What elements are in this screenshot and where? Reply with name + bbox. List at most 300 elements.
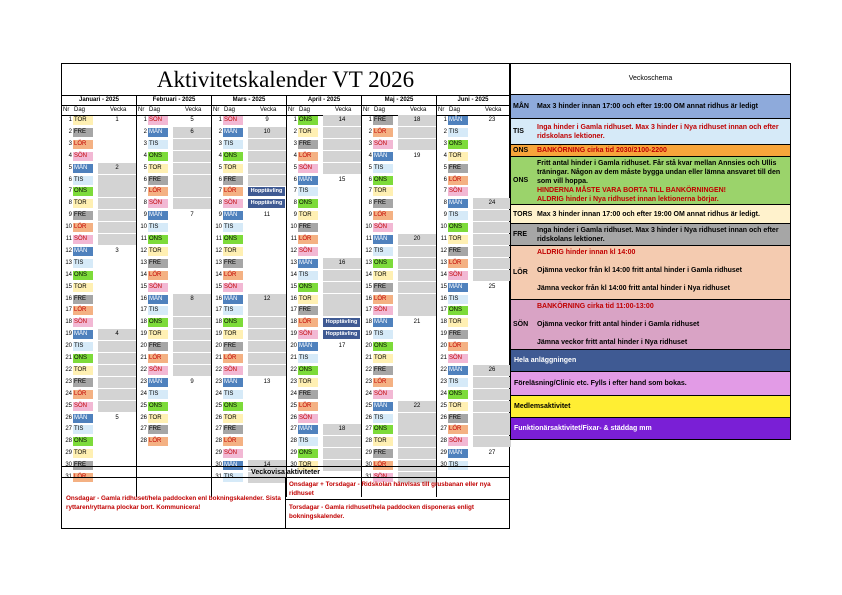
week-number [473,139,511,150]
week-number [173,305,211,316]
week-number [98,401,136,412]
day-row [212,424,286,435]
week-number [248,258,286,269]
day-row [137,186,211,197]
week-number [323,151,361,162]
day-number: 21 [365,355,372,361]
day-number: 28 [365,438,372,445]
day-name: SÖN [148,199,168,208]
day-name: TOR [223,330,243,339]
day-number: 10 [290,224,297,231]
day-number: 11 [365,236,372,242]
week-schedule-panel [510,63,791,465]
day-number: 21 [65,355,72,361]
day-number: 4 [218,152,222,159]
day-row [137,115,211,126]
week-number [248,175,286,186]
day-row [437,305,511,316]
day-row [212,270,286,281]
day-number: 14 [65,271,72,278]
week-number [398,210,436,221]
day-number: 27 [140,426,147,433]
week-number [173,222,211,233]
day-row [62,186,136,197]
day-name: LÖR [298,152,318,161]
day-number: 19 [140,331,147,338]
day-number: 13 [215,259,222,266]
day-number: 16 [365,295,372,302]
week-number [248,270,286,281]
week-number [323,127,361,138]
day-name: ONS [298,283,318,292]
day-name: TIS [223,140,243,149]
day-row [62,448,136,459]
day-number: 7 [293,188,297,195]
day-name: ONS [73,354,93,363]
day-number: 27 [440,426,447,433]
week-number [98,210,136,221]
day-number: 15 [140,283,147,290]
week-number [323,139,361,150]
header-dag: Dag [74,107,86,113]
header-nr: Nr [363,107,370,113]
day-number: 18 [365,319,372,326]
day-row [362,186,436,197]
day-name: LÖR [448,176,468,185]
day-row [437,270,511,281]
day-row [287,151,361,162]
week-number [98,270,136,281]
day-number: 26 [65,414,72,421]
day-number: 23 [65,378,72,385]
day-name: SÖN [373,306,393,315]
day-number: 12 [365,247,372,254]
week-number: 13 [263,378,271,385]
week-number [173,341,211,352]
day-number: 11 [65,236,72,242]
week-number [323,246,361,257]
week-number [473,186,511,197]
week-number [173,413,211,424]
day-row [212,246,286,257]
day-number: 9 [143,212,147,219]
schedule-text [535,246,790,299]
day-name: SÖN [373,223,393,232]
week-number [473,222,511,233]
schedule-text [535,205,790,223]
day-name: LÖR [373,378,393,387]
day-row [362,413,436,424]
day-number: 6 [293,176,297,183]
day-row [287,258,361,269]
day-name: SÖN [298,247,318,256]
week-number: 14 [323,115,361,126]
schedule-row [510,205,791,224]
day-number: 7 [143,188,147,195]
day-name: SÖN [448,437,468,446]
day-name: MÅN [148,378,168,387]
day-row [437,436,511,447]
day-number: 16 [440,295,447,302]
day-name: SÖN [223,199,243,208]
day-name: TIS [223,390,243,399]
day-number: 8 [143,200,147,207]
day-number: 1 [218,117,222,123]
day-row [212,401,286,412]
day-name: TOR [448,235,468,244]
day-row [137,377,211,388]
day-row [212,294,286,305]
day-row [437,448,511,459]
day-name: LÖR [298,235,318,244]
header-nr: Nr [438,107,445,113]
week-number: 9 [265,117,269,123]
day-row [362,115,436,126]
day-name: FRE [148,259,168,268]
day-name: SÖN [373,473,393,482]
week-number [398,448,436,459]
day-number: 7 [443,188,447,195]
day-name: MÅN [73,164,93,173]
schedule-day-label: ONS [513,177,529,184]
day-name: TIS [298,437,318,446]
day-row [137,163,211,174]
day-name: SÖN [223,116,243,125]
day-row [362,389,436,400]
schedule-day-label: ONS [513,147,529,154]
day-row [287,329,361,340]
day-name: ONS [223,235,243,244]
day-number: 30 [290,462,297,469]
day-name: TOR [148,247,168,256]
day-name: SÖN [148,283,168,292]
day-name: LÖR [448,342,468,351]
day-row [287,270,361,281]
day-number: 29 [290,450,297,457]
day-number: 1 [68,117,72,123]
week-number [398,258,436,269]
day-row [62,401,136,412]
day-row [212,448,286,459]
day-row [437,329,511,340]
day-row [362,234,436,245]
day-number: 25 [365,402,372,409]
day-row [212,317,286,328]
day-row [212,186,286,197]
week-number [98,186,136,197]
day-row [212,377,286,388]
day-row [62,175,136,186]
legend-row [510,372,791,396]
day-number: 22 [140,366,147,373]
day-number: 9 [68,212,72,219]
schedule-line: ALDRIG hinder innan kl 14:00 [537,249,636,256]
day-number: 23 [365,378,372,385]
day-number: 17 [215,307,222,314]
schedule-row [510,95,791,119]
schedule-row [510,300,791,350]
week-number [473,317,511,328]
day-number: 28 [215,438,222,445]
day-number: 22 [215,366,222,373]
day-name: TOR [373,354,393,363]
day-name: MÅN [73,414,93,423]
day-name: ONS [148,318,168,327]
week-number [323,413,361,424]
week-number [398,127,436,138]
day-row [137,401,211,412]
legend-row [510,418,791,440]
week-number: 26 [473,365,511,376]
day-row [437,198,511,209]
day-name: TOR [298,378,318,387]
day-row [287,139,361,150]
day-name: TOR [298,128,318,137]
day-row [137,424,211,435]
schedule-day-label: SÖN [513,321,529,328]
day-row [287,413,361,424]
schedule-row [510,145,791,157]
day-number: 13 [365,259,372,266]
week-number [98,317,136,328]
week-number [173,198,211,209]
day-name: FRE [73,295,93,304]
day-number: 2 [143,128,147,135]
day-name: TOR [298,211,318,220]
page-title: Aktivitetskalender VT 2026 [156,67,415,92]
day-row [287,448,361,459]
schedule-line: Inga hinder i Gamla ridhuset. Max 3 hinder i Nya ridhuset innan och efter ridskolans lektioner. [537,123,779,140]
day-row [212,151,286,162]
day-name: FRE [298,223,318,232]
legend-label: Hela anläggningen [514,357,577,364]
day-name: FRE [298,140,318,149]
schedule-text [535,95,790,118]
day-row [137,198,211,209]
day-name: SÖN [73,318,93,327]
week-number [398,424,436,435]
day-name: MÅN [73,247,93,256]
schedule-line: BANKÖRNING cirka tid 2030/2100-2200 [537,147,667,154]
event-badge: Hopptävling [248,199,285,208]
schedule-line: Ojämna veckor fritt antal hinder i Gamla ridhuset [537,321,700,328]
day-name: TIS [148,223,168,232]
day-name: FRE [73,211,93,220]
week-number: 8 [173,294,211,305]
day-name: ONS [223,318,243,327]
week-number [398,365,436,376]
day-row [287,317,361,328]
schedule-day-label: LÖR [513,269,528,276]
day-row [287,282,361,293]
day-number: 17 [365,307,372,314]
day-row [62,341,136,352]
day-row [62,210,136,221]
day-row [62,222,136,233]
day-row [137,258,211,269]
week-number [248,151,286,162]
day-row [362,365,436,376]
day-row [437,341,511,352]
week-number: 18 [398,115,436,126]
week-number [398,413,436,424]
day-name: MÅN [223,211,243,220]
day-row [362,198,436,209]
week-number [248,353,286,364]
month-name: Februari - 2025 [137,95,211,106]
day-row [362,329,436,340]
day-name: MÅN [148,128,168,137]
day-name: SÖN [148,116,168,125]
month-column [437,95,509,497]
day-name: TIS [148,306,168,315]
day-name: MÅN [448,199,468,208]
schedule-line: Fritt antal hinder i Gamla ridhuset. Får stå kvar mellan Annsies och Ullis träningar. Någon av dem måste bygga undan eller lämna ansvaret till den som vill hoppa. [537,160,781,185]
day-name: FRE [373,449,393,458]
day-name: FRE [298,306,318,315]
week-number [473,401,511,412]
day-number: 30 [440,462,447,469]
week-number: 9 [190,378,194,385]
day-name: SÖN [298,414,318,423]
week-number [248,365,286,376]
day-name: TIS [73,259,93,268]
week-number [323,436,361,447]
day-number: 5 [293,164,297,171]
day-name: MÅN [223,378,243,387]
day-number: 19 [215,331,222,338]
legend-label: Medlemsaktivitet [514,403,571,410]
day-number: 22 [290,366,297,373]
week-number: 12 [248,294,286,305]
week-number [173,151,211,162]
day-number: 20 [215,343,222,350]
header-nr: Nr [288,107,295,113]
day-number: 2 [368,128,372,135]
week-number [398,139,436,150]
day-number: 21 [140,355,147,361]
day-name: SÖN [448,187,468,196]
day-row [212,282,286,293]
week-number: 1 [115,117,119,123]
day-name: LÖR [223,437,243,446]
week-number [173,329,211,340]
day-name: MÅN [223,128,243,137]
day-row [437,389,511,400]
day-number: 25 [290,402,297,409]
day-name: FRE [223,342,243,351]
day-number: 20 [65,343,72,350]
day-number: 7 [368,188,372,195]
day-row [62,151,136,162]
day-row [362,305,436,316]
day-name: TOR [73,449,93,458]
day-number: 27 [290,426,297,433]
week-number [173,353,211,364]
day-number: 3 [443,140,447,147]
day-number: 30 [365,462,372,469]
day-number: 8 [218,200,222,207]
day-number: 24 [215,390,222,397]
day-row [362,377,436,388]
day-row [437,175,511,186]
schedule-line: Inga hinder i Gamla ridhuset. Max 3 hinder i Nya ridhuset innan och efter ridskolans lektioner. [537,226,779,243]
day-row [287,115,361,126]
week-number [473,377,511,388]
day-row [212,389,286,400]
event-badge: Hopptävling [248,187,285,196]
day-number: 26 [440,414,447,421]
week-number [398,294,436,305]
day-name: TOR [373,187,393,196]
day-name: TOR [223,164,243,173]
day-row [212,139,286,150]
day-name: TIS [73,425,93,434]
day-row [212,353,286,364]
day-number: 21 [290,355,297,361]
header-vecka: Vecka [110,107,127,113]
day-name: TOR [373,437,393,446]
day-number: 25 [215,402,222,409]
day-number: 25 [140,402,147,409]
day-row [287,377,361,388]
day-row [362,401,436,412]
week-number: 10 [248,127,286,138]
day-name: ONS [73,437,93,446]
week-number: 2 [98,163,136,174]
schedule-row [510,246,791,300]
week-number [98,127,136,138]
day-row [212,127,286,138]
day-row [212,329,286,340]
day-number: 16 [65,295,72,302]
week-number [398,282,436,293]
day-number: 23 [440,378,447,385]
schedule-text [535,145,790,156]
day-name: SÖN [373,390,393,399]
day-row [362,424,436,435]
week-number [98,234,136,245]
schedule-line: HINDERNA MÅSTE VARA BORTA TILL BANKÖRNINGEN! [537,187,726,194]
day-row [62,329,136,340]
day-name: TIS [148,390,168,399]
day-number: 15 [215,283,222,290]
day-number: 3 [68,140,72,147]
week-number [98,341,136,352]
day-row [437,246,511,257]
week-number [248,222,286,233]
day-number: 2 [68,128,72,135]
week-number [248,317,286,328]
day-name: TOR [148,414,168,423]
day-row [212,341,286,352]
week-schedule-title: Veckoschema [510,63,791,95]
day-row [287,305,361,316]
week-number [98,353,136,364]
day-name: LÖR [373,128,393,137]
day-row [362,139,436,150]
month-name: Juni - 2025 [437,95,509,106]
day-row [62,139,136,150]
day-name: LÖR [448,425,468,434]
day-number: 26 [215,414,222,421]
week-number [98,424,136,435]
week-number [323,448,361,459]
day-row [137,222,211,233]
day-number: 10 [140,224,147,231]
day-name: FRE [73,461,93,470]
week-number [473,270,511,281]
